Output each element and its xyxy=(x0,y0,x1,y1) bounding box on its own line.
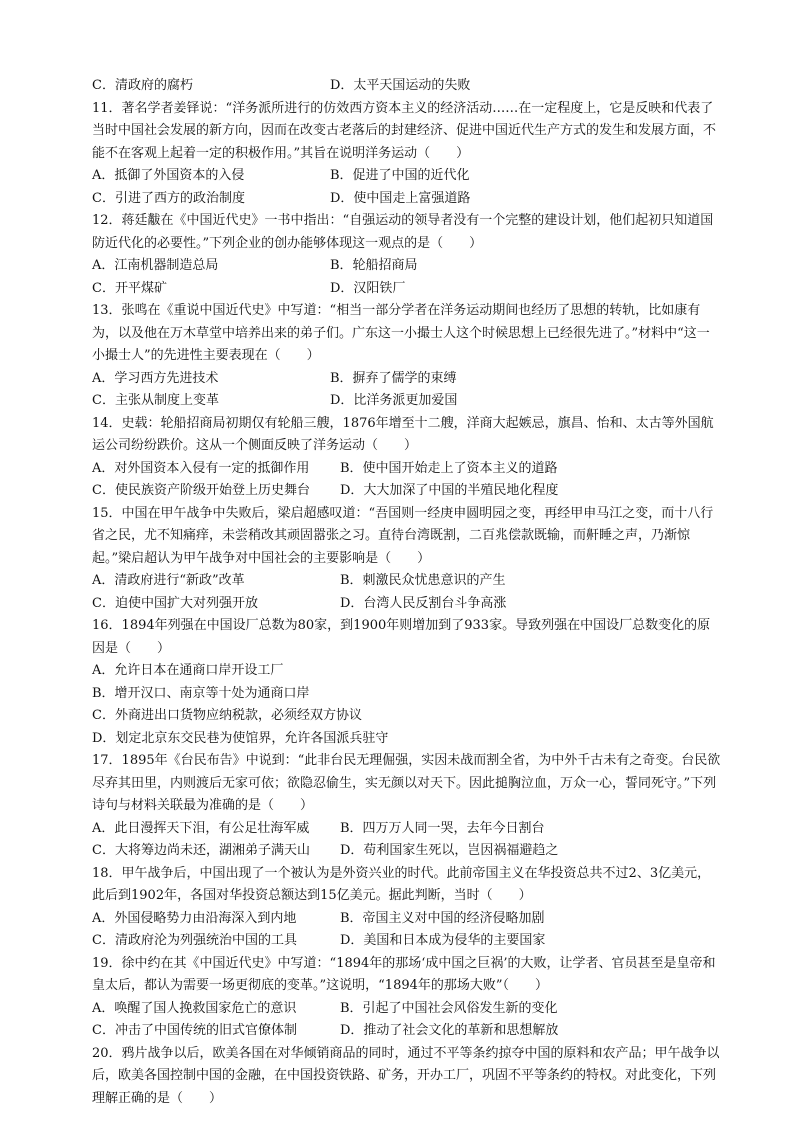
option-row xyxy=(92,908,722,931)
option-a[interactable]: A．对外国资本入侵有一定的抵御作用 xyxy=(92,460,310,476)
option-d[interactable]: D．推动了社会文化的革新和思想解放 xyxy=(340,1023,559,1038)
option-d[interactable]: D．汉阳铁厂 xyxy=(330,280,406,296)
option-d[interactable]: D．比洋务派更加爱国 xyxy=(330,393,458,408)
option-d[interactable]: D．太平天国运动的失败 xyxy=(330,78,471,93)
option-d[interactable]: D．划定北京东交民巷为使馆界，允许各国派兵驻守 xyxy=(92,730,389,746)
option-c[interactable]: C．主张从制度上变革 xyxy=(92,393,219,408)
option-row xyxy=(92,278,722,301)
option-b[interactable]: B．引起了中国社会风俗发生新的变化 xyxy=(340,1000,558,1016)
option-row xyxy=(92,593,722,616)
question-15-stem: 15．中国在甲午战争中失败后，梁启超感叹道：“吾国则一经庚申圆明园之变，再经甲申马江之变，而十八行省之民，尤不知痛痒，未尝稍改其顽固嚣张之习。直待台湾既割，二百兆偿款既输，而鼾睡之声，乃渐惊起。”梁启超认为甲午战争对中国社会的主要影响是（ ） xyxy=(92,505,714,566)
option-row xyxy=(92,570,722,593)
option-d[interactable]: D．苟利国家生死以，岂因祸福避趋之 xyxy=(340,843,559,858)
question-17-stem: 17．1895年《台民布告》中说到：“此非台民无理倔强，实因未战而割全省，为中外千古未有之奇变。台民欲尽弃其田里，内则渡后无家可依；欲隐忍偷生，实无颜以对天下。因此搥胸泣血，万众一心，誓同死守。”下列诗句与材料关联最为准确的是（ ） xyxy=(92,753,721,813)
option-c[interactable]: C．清政府沦为列强统治中国的工具 xyxy=(92,933,297,948)
question-18-stem: 18．甲午战争后，中国出现了一个被认为是外资兴业的时代。此前帝国主义在华投资总共不过2、3亿美元，此后到1902年，各国对华投资总额达到15亿美元。据此判断，当时（ ） xyxy=(92,865,711,903)
option-b[interactable]: B．促进了中国的近代化 xyxy=(330,168,470,183)
exam-page xyxy=(92,75,722,1110)
option-d[interactable]: D．大大加深了中国的半殖民地化程度 xyxy=(340,483,559,498)
question-13-stem: 13．张鸣在《重说中国近代史》中写道：“相当一部分学者在洋务运动期间也经历了思想的转轨，比如康有为，以及他在万木草堂中培养出来的弟子们。广东这一小撮士人这个时候思想上已经很先进了。”材料中“这一小撮士人”的先进性主要表现在（ ） xyxy=(92,303,710,363)
option-row xyxy=(92,998,722,1021)
option-row xyxy=(92,390,722,413)
option-row xyxy=(92,480,722,503)
option-c[interactable]: C．开平煤矿 xyxy=(92,280,167,296)
option-b[interactable]: B．刺激民众忧患意识的产生 xyxy=(340,573,506,588)
option-row xyxy=(92,368,722,391)
option-row xyxy=(92,1020,722,1043)
question-20-stem: 20．鸦片战争以后，欧美各国在对华倾销商品的同时，通过不平等条约掠夺中国的原料和农产品；甲午战争以后，欧美各国控制中国的金融，在中国投资铁路、矿务，开办工厂，巩固不平等条约的特权。对此变化，下列理解正确的是（ ） xyxy=(92,1045,720,1106)
option-a[interactable]: A．外国侵略势力由沿海深入到内地 xyxy=(92,910,297,926)
option-row xyxy=(92,818,722,841)
option-c[interactable]: C．使民族资产阶级开始登上历史舞台 xyxy=(92,483,310,498)
option-b[interactable]: B．增开汉口、南京等十处为通商口岸 xyxy=(92,685,310,701)
option-row xyxy=(92,840,722,863)
option-b[interactable]: B．轮船招商局 xyxy=(330,258,418,273)
option-a[interactable]: A．允许日本在通商口岸开设工厂 xyxy=(92,663,284,678)
option-d[interactable]: D．使中国走上富强道路 xyxy=(330,190,471,206)
option-b[interactable]: B．摒弃了儒学的束缚 xyxy=(330,370,457,386)
option-row xyxy=(92,458,722,481)
option-d[interactable]: D．美国和日本成为侵华的主要国家 xyxy=(340,933,546,948)
option-c[interactable]: C．冲击了中国传统的旧式官僚体制 xyxy=(92,1023,297,1038)
option-a[interactable]: A．学习西方先进技术 xyxy=(92,370,219,386)
question-14-stem: 14．史载：轮船招商局初期仅有轮船三艘，1876年增至十二艘，洋商大起嫉忌，旗昌、怡和、太古等外国航运公司纷纷跌价。这从一个侧面反映了洋务运动（ ） xyxy=(92,415,714,453)
option-row xyxy=(92,255,722,278)
option-a[interactable]: A．江南机器制造总局 xyxy=(92,258,219,273)
question-16-stem: 16．1894年列强在中国设厂总数为80家，到1900年则增加到了933家。导致列强在中国设厂总数变化的原因是（ ） xyxy=(92,618,711,656)
option-c[interactable]: C．大将筹边尚未还，湖湘弟子满天山 xyxy=(92,843,310,858)
option-c[interactable]: C．清政府的腐朽 xyxy=(92,78,193,93)
option-c[interactable]: C．外商进出口货物应纳税款，必须经双方协议 xyxy=(92,708,362,723)
option-a[interactable]: A．清政府进行“新政”改革 xyxy=(92,573,245,588)
option-row xyxy=(92,930,722,953)
option-a[interactable]: A．唤醒了国人挽救国家危亡的意识 xyxy=(92,1000,297,1016)
option-c[interactable]: C．引进了西方的政治制度 xyxy=(92,190,245,206)
option-row xyxy=(92,188,722,211)
option-row xyxy=(92,165,722,188)
option-a[interactable]: A．此日漫挥天下泪，有公足壮海军威 xyxy=(92,820,310,836)
question-12-stem: 12．蒋廷黻在《中国近代史》一书中指出：“自强运动的领导者没有一个完整的建设计划，他们起初只知道国防近代化的必要性。”下列企业的创办能够体现这一观点的是（ ） xyxy=(92,213,714,251)
option-d[interactable]: D．台湾人民反割台斗争高涨 xyxy=(340,595,507,611)
question-11-stem: 11．著名学者姜铎说：“洋务派所进行的仿效西方资本主义的经济活动……在一定程度上，它是反映和代表了当时中国社会发展的新方向，因而在改变古老落后的封建经济、促进中国近代生产方式的发生和发展方面，不能不在客观上起着一定的积极作用。”其旨在说明洋务运动（ ） xyxy=(92,100,717,161)
option-b[interactable]: B．使中国开始走上了资本主义的道路 xyxy=(340,460,558,476)
option-b[interactable]: B．帝国主义对中国的经济侵略加剧 xyxy=(340,910,545,926)
option-row xyxy=(92,75,722,98)
option-b[interactable]: B．四万万人同一哭，去年今日割台 xyxy=(340,820,545,836)
option-c[interactable]: C．迫使中国扩大对列强开放 xyxy=(92,595,258,611)
question-19-stem: 19．徐中约在其《中国近代史》中写道：“1894年的那场‘成中国之巨祸’的大败，让学者、官员甚至是皇帝和皇太后，都认为需要一场更彻底的变革。”这说明，“1894年的那场大败”（ ） xyxy=(92,955,716,993)
option-a[interactable]: A．抵御了外国资本的入侵 xyxy=(92,168,245,183)
